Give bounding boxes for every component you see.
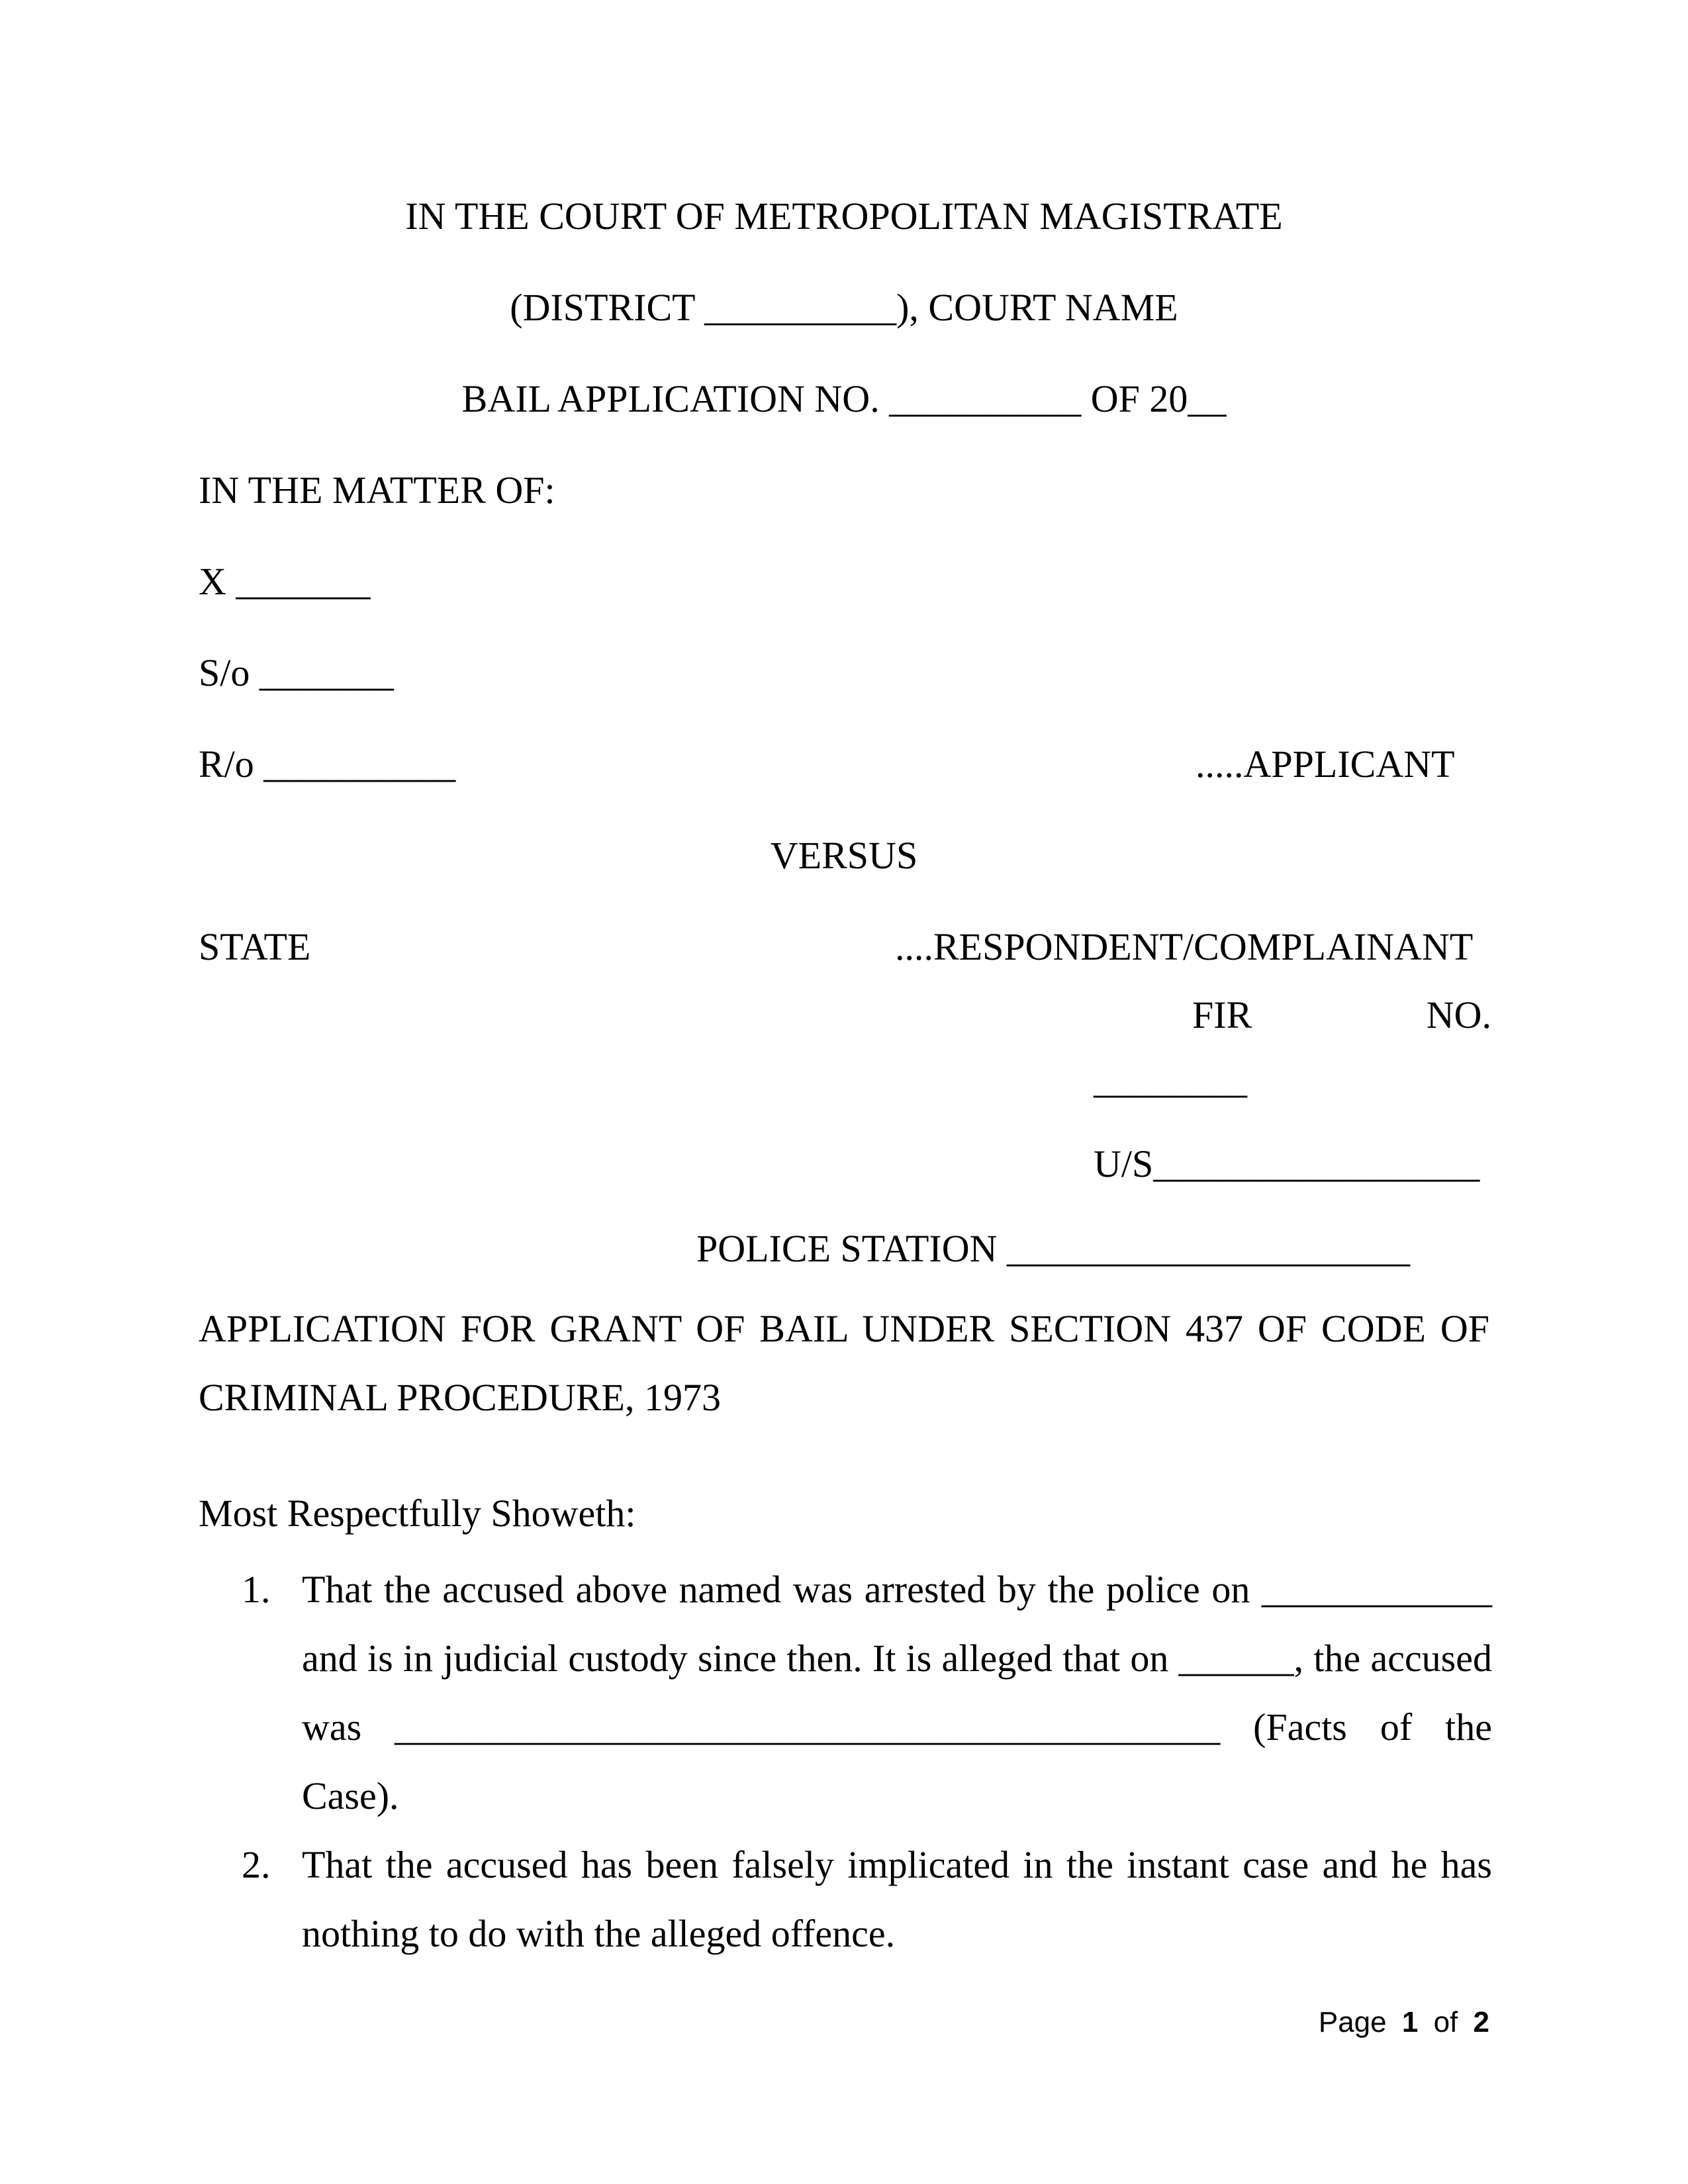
list-item-1-line-4: Case). bbox=[302, 1774, 399, 1817]
page-footer bbox=[0, 2008, 1489, 2037]
no-label: NO. bbox=[1426, 993, 1491, 1036]
footer-of-word: of bbox=[1433, 2006, 1458, 2038]
fir-number-blank: ________ bbox=[1094, 1058, 1247, 1101]
under-section-blank-line: U/S_________________ bbox=[1094, 1142, 1480, 1185]
resident-of-blank-line: R/o __________ bbox=[199, 743, 456, 786]
footer-page-number: 1 bbox=[1401, 2006, 1419, 2038]
footer-page-word: Page bbox=[1318, 2006, 1387, 2038]
applicant-name-blank-line: X _______ bbox=[199, 560, 371, 603]
salutation: Most Respectfully Showeth: bbox=[199, 1492, 636, 1535]
list-item-2-number: 2. bbox=[242, 1843, 271, 1886]
respondent-complainant-label: ....RESPONDENT/COMPLAINANT bbox=[895, 925, 1474, 968]
list-item-1-number: 1. bbox=[242, 1568, 271, 1611]
list-item-1-line-1: That the accused above named was arrested by the police on ____________ bbox=[302, 1568, 1492, 1611]
applicant-label: .....APPLICANT bbox=[1196, 743, 1455, 786]
fir-no-line bbox=[1192, 993, 1491, 1036]
application-heading-line-2: CRIMINAL PROCEDURE, 1973 bbox=[199, 1376, 721, 1419]
police-station-blank-line: POLICE STATION _____________________ bbox=[696, 1227, 1411, 1270]
versus-label: VERSUS bbox=[770, 834, 918, 877]
list-item-1-line-3: was ___________________________________________ (Facts of the bbox=[302, 1706, 1492, 1749]
court-title: IN THE COURT OF METROPOLITAN MAGISTRATE bbox=[405, 195, 1283, 238]
footer-total-pages: 2 bbox=[1473, 2006, 1489, 2038]
bail-application-number-line: BAIL APPLICATION NO. __________ OF 20__ bbox=[461, 377, 1227, 420]
son-of-blank-line: S/o _______ bbox=[199, 651, 394, 694]
in-the-matter-of-heading: IN THE MATTER OF: bbox=[199, 469, 555, 512]
list-item-2-line-2: nothing to do with the alleged offence. bbox=[302, 1912, 896, 1955]
district-court-name-line: (DISTRICT __________), COURT NAME bbox=[510, 286, 1178, 329]
list-item-2-line-1: That the accused has been falsely implicated in the instant case and he has bbox=[302, 1843, 1492, 1886]
state-label: STATE bbox=[199, 925, 311, 968]
application-heading-line-1: APPLICATION FOR GRANT OF BAIL UNDER SECTION 437 OF CODE OF bbox=[199, 1307, 1489, 1350]
fir-label: FIR bbox=[1192, 993, 1252, 1036]
list-item-1-line-2: and is in judicial custody since then. It is alleged that on ______, the accused bbox=[302, 1637, 1492, 1680]
